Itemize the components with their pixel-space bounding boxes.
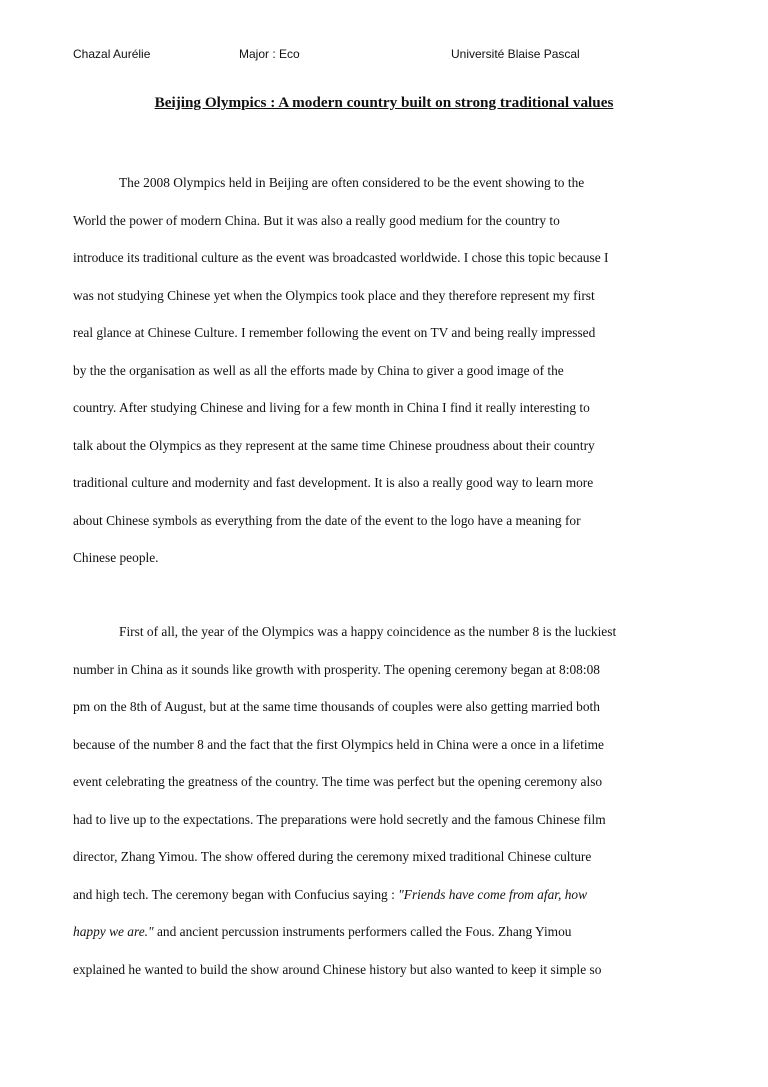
university-name: Université Blaise Pascal — [451, 47, 580, 61]
paragraph-1 — [73, 164, 698, 577]
paragraph-line: had to live up to the expectations. The preparations were hold secretly and the famous Chinese film — [73, 811, 606, 827]
paragraph-line: pm on the 8th of August, but at the same time thousands of couples were also getting married both — [73, 699, 600, 714]
page-header — [73, 46, 693, 62]
paragraph-line-with-quote — [73, 876, 698, 914]
paragraph-line: World the power of modern China. But it was also a really good medium for the country to — [73, 212, 560, 228]
paragraph-line: First of all, the year of the Olympics was a happy coincidence as the number 8 is the luckiest — [119, 624, 617, 639]
confucius-quote-end: happy we are." — [73, 924, 154, 939]
quote-follow-up: and ancient percussion instruments performers called the Fous. Zhang Yimou — [153, 924, 572, 939]
paragraph-2 — [73, 613, 698, 988]
paragraph-line-with-quote — [73, 913, 698, 951]
quote-lead-in: and high tech. The ceremony began with Confucius saying : — [73, 886, 399, 902]
confucius-quote: "Friends have come from afar, how — [398, 886, 588, 902]
paragraph-line: about Chinese symbols as everything from the date of the event to the logo have a meaning for — [73, 512, 581, 528]
paragraph-line: talk about the Olympics as they represent at the same time Chinese proudness about their country — [73, 437, 595, 453]
paragraph-line: number in China as it sounds like growth with prosperity. The opening ceremony began at 8:08:08 — [73, 661, 600, 677]
document-title: Beijing Olympics : A modern country built on strong traditional values — [154, 94, 614, 111]
paragraph-line: was not studying Chinese yet when the Olympics took place and they therefore represent my first — [73, 287, 595, 303]
paragraph-line: explained he wanted to build the show around Chinese history but also wanted to keep it simple so — [73, 961, 602, 977]
paragraph-line: event celebrating the greatness of the country. The time was perfect but the opening ceremony also — [73, 774, 603, 789]
paragraph-line: because of the number 8 and the fact that the first Olympics held in China were a once in a lifetime — [73, 736, 604, 752]
author-major: Major : Eco — [239, 47, 300, 61]
paragraph-line: by the the organisation as well as all the efforts made by China to giver a good image of the — [73, 362, 564, 378]
paragraph-line: introduce its traditional culture as the event was broadcasted worldwide. I chose this topic because I — [73, 250, 609, 265]
paragraph-line: The 2008 Olympics held in Beijing are often considered to be the event showing to the — [119, 175, 585, 190]
author-name: Chazal Aurélie — [73, 47, 151, 61]
paragraph-line: real glance at Chinese Culture. I remember following the event on TV and being really impressed — [73, 325, 596, 340]
paragraph-line: traditional culture and modernity and fast development. It is also a really good way to learn more — [73, 475, 594, 490]
paragraph-line: director, Zhang Yimou. The show offered during the ceremony mixed traditional Chinese culture — [73, 849, 592, 864]
paragraph-line: Chinese people. — [73, 550, 159, 565]
paragraph-line: country. After studying Chinese and living for a few month in China I find it really interesting to — [73, 400, 590, 415]
